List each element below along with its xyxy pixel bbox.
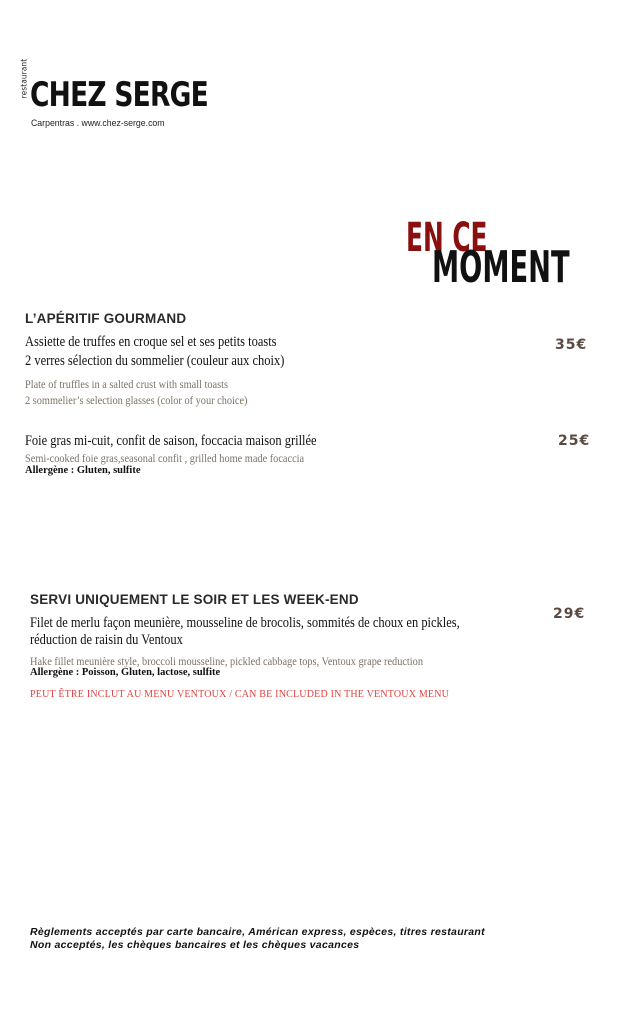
vertical-label-text: restaurant — [19, 58, 29, 99]
item-truffle-en-line2: 2 sommelier’s selection glasses (color of your choice) — [25, 393, 248, 407]
restaurant-vertical-label — [16, 58, 29, 99]
brand-tagline: Carpentras . www.chez-serge.com — [31, 118, 165, 129]
item-hake-allergens: Allergène : Poisson, Gluten, lactose, sulfite — [30, 667, 221, 678]
item-foiegras-en-line1: Semi-cooked foie gras,seasonal confit , grilled home made focaccia — [25, 451, 305, 465]
title-line1: EN CE — [406, 215, 488, 261]
item-hake-fr-line1: Filet de merlu façon meunière, mousseline de brocolis, sommités de choux en pickles, — [30, 615, 460, 631]
section-heading-aperitif: L’APÉRITIF GOURMAND — [25, 311, 187, 326]
brand-name: CHEZ SERGE — [30, 75, 208, 115]
item-foiegras-allergens: Allergène : Gluten, sulfite — [25, 465, 141, 476]
item-truffle-fr-line1: Assiette de truffes en croque sel et ses petits toasts — [25, 334, 277, 350]
item-foiegras-price: 25€ — [558, 433, 591, 449]
item-truffle-en-line1: Plate of truffles in a salted crust with small toasts — [25, 377, 229, 391]
item-hake-price: 29€ — [553, 606, 586, 622]
item-truffle-price: 35€ — [555, 337, 588, 353]
title-line2: MOMENT — [432, 242, 570, 293]
ventoux-menu-note: PEUT ÊTRE INCLUT AU MENU VENTOUX / CAN BE INCLUDED IN THE VENTOUX MENU — [30, 689, 450, 700]
payment-accepted-text: Règlements acceptés par carte bancaire, Américan express, espèces, titres restaurant — [30, 926, 485, 938]
item-foiegras-fr-line1: Foie gras mi-cuit, confit de saison, foccacia maison grillée — [25, 433, 317, 449]
payment-not-accepted-text: Non acceptés, les chèques bancaires et les chèques vacances — [30, 939, 360, 951]
section-heading-evening: SERVI UNIQUEMENT LE SOIR ET LES WEEK-END — [30, 592, 359, 607]
item-hake-en-line1: Hake fillet meunière style, broccoli mousseline, pickled cabbage tops, Ventoux grape reduction — [30, 654, 423, 668]
item-truffle-fr-line2: 2 verres sélection du sommelier (couleur aux choix) — [25, 353, 285, 369]
item-hake-fr-line2: réduction de raisin du Ventoux — [30, 632, 183, 648]
